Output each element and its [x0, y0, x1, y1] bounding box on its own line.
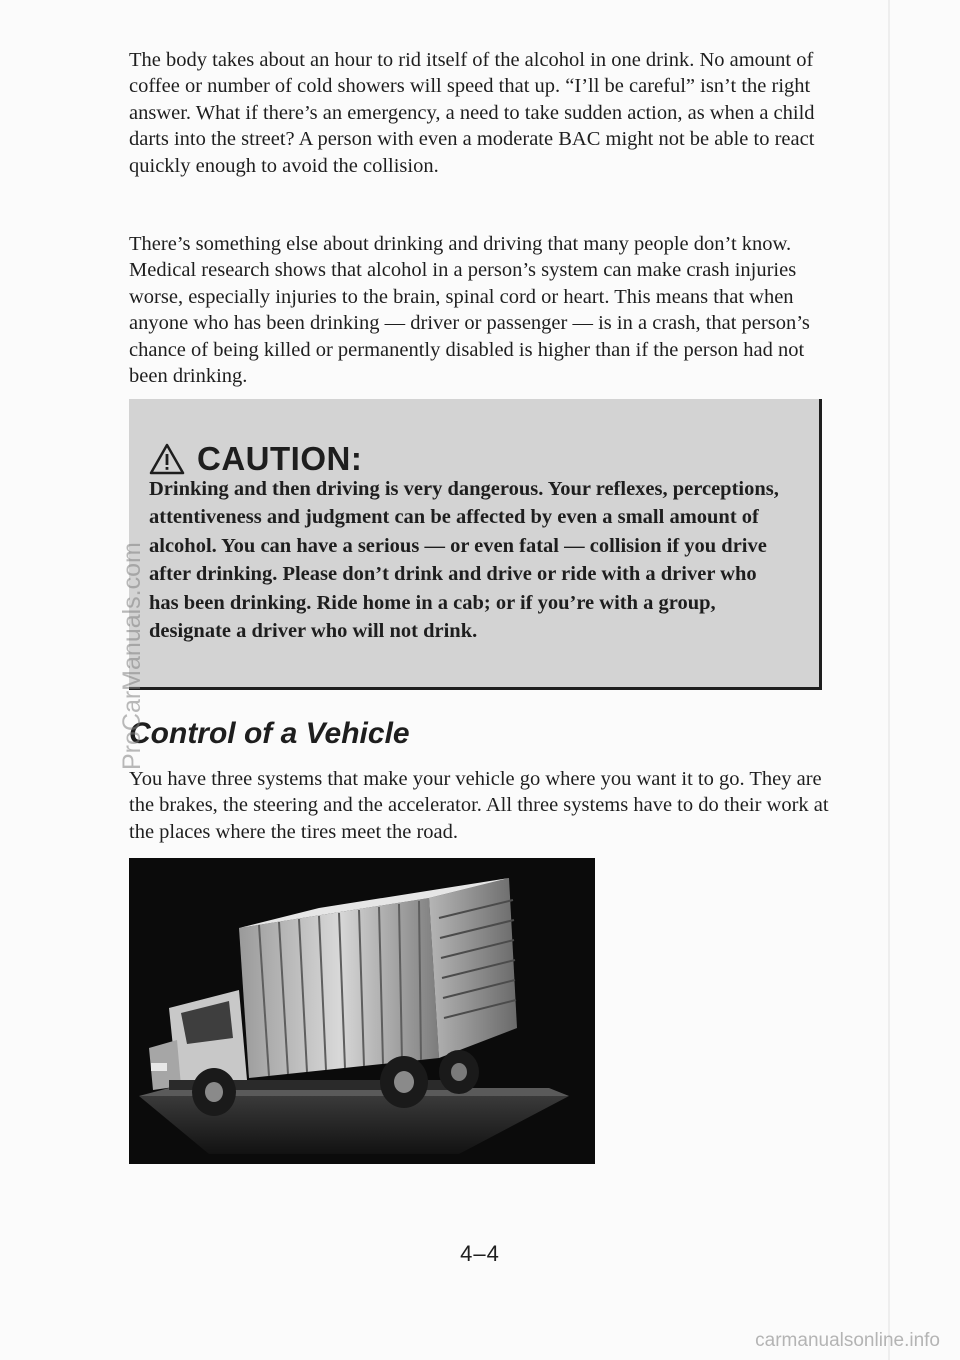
body-paragraph-2: There’s something else about drinking and driving that many people don’t know. Medical research shows that alcohol in a person’s system can make crash injuries worse, especially injuries to the brain, spinal cord or heart. This means that when anyone who has been drinking — driver or passenger — is in a crash, that person’s chance of being killed or permanently disabled is higher than if the person had not been drinking.: [129, 233, 810, 388]
warning-triangle-icon: [149, 443, 185, 475]
caution-heading: [149, 441, 362, 477]
page-edge-line: [888, 0, 890, 1360]
truck-illustration: [129, 858, 595, 1164]
section-heading: Control of a Vehicle: [129, 717, 410, 750]
caution-title: CAUTION:: [197, 440, 363, 477]
watermark-bottom: carmanualsonline.info: [755, 1330, 940, 1351]
caution-text: Drinking and then driving is very dangerous. Your reflexes, perceptions, attentiveness and judgment can be affected by even a small amount of alcohol. You can have a serious — or even fatal — collision if you drive after drinking. Please don’t drink and drive or ride with a driver who has been drinking. Ride home in a cab; or if you’re with a group, designate a driver who will not drink.: [149, 478, 779, 643]
section-paragraph: You have three systems that make your vehicle go where you want it to go. They are the brakes, the steering and the accelerator. All three systems have to do their work at the places where the tires meet the road.: [129, 768, 829, 843]
watermark-side: ProCarManuals.com: [118, 542, 146, 770]
body-paragraph-1: The body takes about an hour to rid itself of the alcohol in one drink. No amount of coffee or number of cold showers will speed that up. “I’ll be careful” isn’t the right answer. What if there’s an emergency, a need to take sudden action, as when a child darts into the street? A person with even a moderate BAC might not be able to react quickly enough to avoid the collision.: [129, 49, 815, 177]
page-number: 4–4: [460, 1241, 500, 1266]
caution-box: [129, 399, 822, 690]
